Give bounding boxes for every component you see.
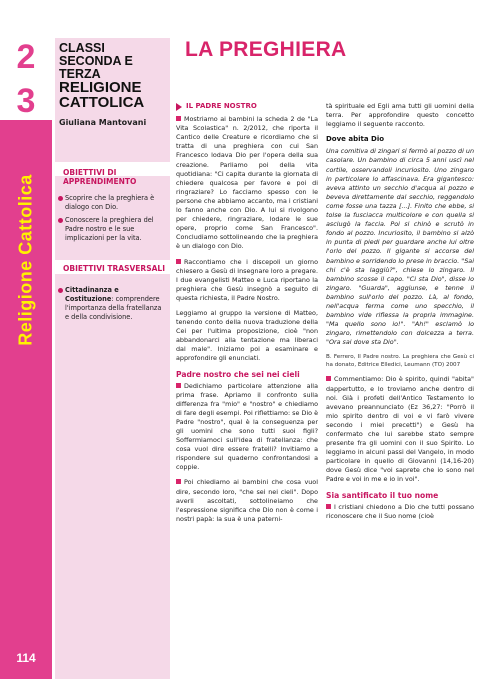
square-bullet-icon — [326, 376, 331, 381]
left-panel — [55, 38, 170, 679]
subject-title: RELIGIONE CATTOLICA — [59, 79, 145, 111]
bullet-icon — [58, 196, 63, 201]
list-item: Cittadinanza e Costituzione: comprendere l'importanza della fratellanza e della condivisione. — [55, 286, 170, 322]
text-column-2 — [326, 102, 474, 527]
bullet-icon — [58, 288, 63, 293]
source-citation: B. Ferrero, Il Padre nostro. La preghiera che Gesù ci ha donato, Editrice Elledici, Leumann (TO) 2007 — [326, 354, 474, 369]
triangle-icon — [176, 103, 182, 111]
bullet-icon — [58, 218, 63, 223]
paragraph: Dedichiamo particolare attenzione alla prima frase. Apriamo il confronto sulla differenza fra "mio" e "nostro" e chiediamo di fare degli esempi. Poi riflettiamo: se Dio è Padre "nostro", qual è la conseguenza per gli uomini che sono tutti suoi figli? Soffermiamoci sull'idea di fratellanza: che cosa vuol dire essere fratelli? Invitiamo a rispondere sul quaderno confrontandosi a coppie. — [176, 381, 319, 472]
paragraph: Commentiamo: Dio è spirito, quindi "abita" dappertutto, e lo troviamo anche dentro di noi. Già i profeti dell'Antico Testamento lo avevano preannunciato (Ez 36,27: "Porrò il mio spirito dentro di voi e vi farò vivere secondo i miei precetti") e Gesù ha confermato che lui sarebbe stato sempre presente fra gli uomini con il suo Spirito. Lo leggiamo in alcuni passi del Vangelo, in modo particolare in quello di Giovanni (14,16-20) dove Gesù dice "voi saprete che io sono nel Padre e voi in me e io in voi". — [326, 375, 474, 484]
list-item: Conoscere la preghiera del Padre nostro e le sue implicazioni per la vita. — [55, 216, 170, 243]
class-number-3: 3 — [16, 82, 36, 120]
square-bullet-icon — [176, 259, 181, 264]
text-column-1 — [176, 102, 318, 530]
subheading: Padre nostro che sei nei cieli — [176, 369, 300, 379]
objectives-learning — [55, 160, 170, 247]
story-text: Una comitiva di zingari si fermò al pozzo di un casolare. Un bambino di circa 5 anni uscì nel cortile, osservandoli incuriosito. Uno zingaro in particolare lo affascinava. Era gigantesco: aveva attinto un secchio d'acqua al pozzo e beveva direttamente dal secchio, reggendolo come fosse una tazza [...]. Finito che ebbe, si tolse la fusciacca multicolore e con quella si asciugò la faccia. Poi si chinò e scrutò in fondo al pozzo. Incuriosito, il bambino si alzò in punta di piedi per guardare anche lui oltre l'orlo del pozzo. Il gigante si accorse del bambino e sorridendo lo prese in braccio. "Sai chi c'è sta laggiù?", chiese lo zingaro. Il bambino scosse il capo. "Ci sta Dio", disse lo zingaro. "Guarda", aggiunse, e tenne il bambino sull'orlo del pozzo. Là, al fondo, nell'acqua ferma come uno specchio, il bambino vide riflessa la propria immagine. "Ma quello sono io!". "Ah!" esclamò lo zingaro, rimettendolo con dolcezza a terra. "Ora sai dove sta Dio". — [326, 147, 474, 347]
square-bullet-icon — [176, 479, 181, 484]
list-item: Scoprire che la preghiera è dialogo con Dio. — [55, 194, 170, 212]
story-title: Dove abita Dio — [326, 135, 385, 144]
paragraph: Raccontiamo che i discepoli un giorno chiesero a Gesù di insegnare loro a pregare. I due evangelisti Matteo e Luca riportano la preghiera che Gesù insegnò a seguito di questa richiesta, il Padre Nostro. — [176, 257, 318, 302]
paragraph: Leggiamo al gruppo la versione di Matteo, tenendo conto della nuova traduzione della Cei per l'ultima proposizione, cioè "non abbandonarci alla tentazione ma liberaci dal male". Iniziamo poi a esaminare e approfondire gli enunciati. — [176, 308, 318, 363]
objectives-transversal-title: OBIETTIVI TRASVERSALI — [63, 264, 165, 273]
paragraph: Mostriamo ai bambini la scheda 2 de "La Vita Scolastica" n. 2/2012, che riporta il Cantico delle Creature e ricordiamo che si tratta di una preghiera con cui San Francesco lodava Dio per l'opera della sua creazione. Parliamo poi della vita quotidiana: "Ci capita durante la giornata di chiedere qualcosa per favore e poi di ringraziare? Lo facciamo spesso con le persone che abbiamo accanto, ma i cristiani lo fanno anche con Dio. A lui si rivolgono per chiedere, ringraziare, lodare le sue opere, proprio come San Francesco". Concludiamo sottolineando che la preghiera è un dialogo con Dio. — [176, 115, 318, 251]
class-number-2: 2 — [16, 38, 36, 76]
author-name: Giuliana Mantovani — [59, 118, 147, 127]
page-number: 114 — [16, 651, 36, 665]
paragraph: tà spirituale ed Egli ama tutti gli uomini della terra. Per approfondire questo concetto leggiamo il seguente racconto. — [326, 102, 474, 129]
subheading: Sia santificato il tuo nome — [326, 490, 439, 500]
paragraph: I cristiani chiedono a Dio che tutti possano riconoscere che il Suo nome (cioè — [326, 502, 474, 520]
class-title: CLASSI SECONDA E TERZA — [59, 41, 133, 81]
page-title: LA PREGHIERA — [185, 38, 347, 61]
square-bullet-icon — [176, 116, 181, 121]
section-heading: IL PADRE NOSTRO — [176, 102, 318, 111]
square-bullet-icon — [326, 504, 331, 509]
paragraph: Poi chiediamo ai bambini che cosa vuol dire, secondo loro, "che sei nei cieli". Dopo averli ascoltati, sottolineiamo che l'espressione significa che Dio non è come i nostri papà: la sua è una paterni- — [176, 478, 318, 523]
vertical-subject-label: Religione Cattolica — [15, 174, 36, 346]
square-bullet-icon — [176, 383, 181, 388]
objectives-learning-title: OBIETTIVI DI APPRENDIMENTO — [63, 168, 137, 186]
objectives-transversal — [55, 256, 170, 326]
